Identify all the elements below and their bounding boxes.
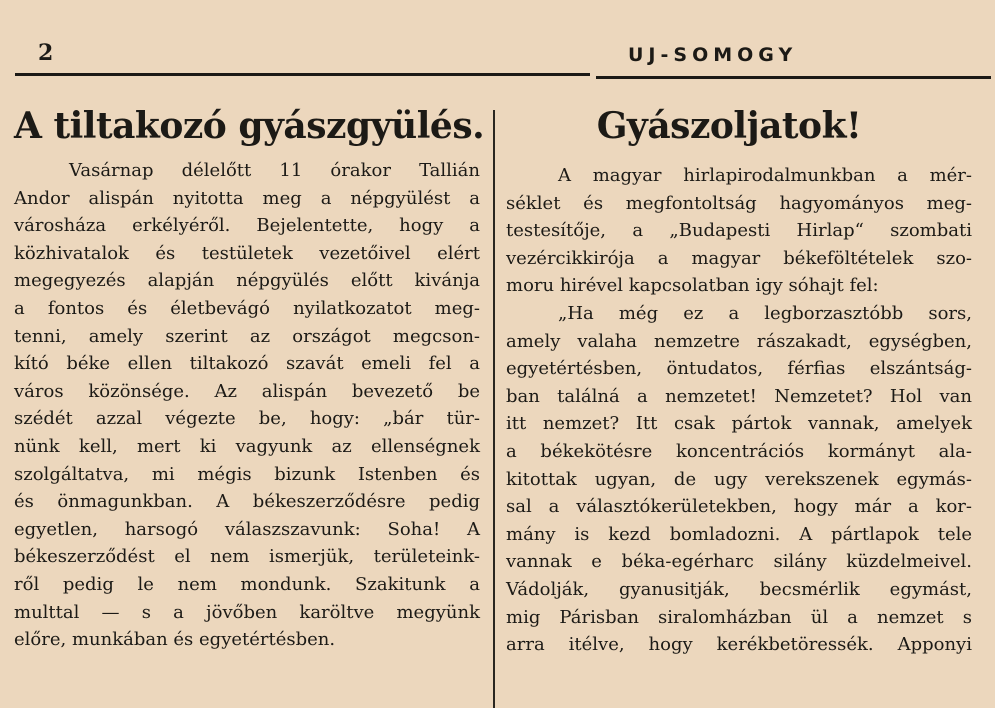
column-divider <box>493 110 495 708</box>
left-article-line: szolgáltatva, mi mégis bizunk Istenben és <box>14 463 480 485</box>
right-article-line: vezércikkirója a magyar békeföltételek szo- <box>506 247 972 269</box>
right-article-line: testesítője, a „Budapesti Hirlap“ szombati <box>506 220 972 242</box>
right-article-line: vannak e béka-egérharc silány küzdelmeivel. <box>506 551 972 573</box>
right-article-line: kitottak ugyan, de ugy verekszenek egymás- <box>506 468 972 490</box>
right-article-line: ban találná a nemzetet! Nemzetet? Hol van <box>506 385 972 407</box>
right-article-line: A magyar hirlapirodalmunkban a mér- <box>558 165 972 186</box>
right-article-line: arra itélve, hogy kerékbetöressék. Apponyi <box>506 634 972 656</box>
right-article-line: egyetértésben, öntudatos, férfias elszántság- <box>506 358 972 380</box>
left-article-line: tenni, amely szerint az országot megcson- <box>14 325 480 347</box>
left-article-line: kító béke ellen tiltakozó szavát emeli fel a <box>14 353 480 375</box>
left-article <box>14 98 485 654</box>
left-article-line: szédét azzal végezte be, hogy: „bár tür- <box>14 408 480 430</box>
left-article-line: megegyezés alapján népgyülés előtt kivánja <box>14 270 480 292</box>
right-article-line: sal a választókerületekben, hogy már a kor- <box>506 496 972 518</box>
right-article-line: moru hirével kapcsolatban igy sóhajt fel: <box>506 275 879 297</box>
right-article <box>506 98 972 659</box>
left-article-line: multtal — s a jövőben karöltve megyünk <box>14 601 480 623</box>
right-article-line: itt nemzet? Itt csak pártok vannak, amelyek <box>506 413 972 435</box>
right-article-line: Vádolják, gyanusitják, becsmérlik egymást, <box>506 578 972 600</box>
right-article-body <box>506 162 972 659</box>
left-article-line: ről pedig le nem mondunk. Szakitunk a <box>14 573 480 595</box>
left-article-line: a fontos és életbevágó nyilatkozatot meg- <box>14 297 480 319</box>
left-article-line: közhivatalok és testületek vezetőivel elért <box>14 242 480 264</box>
left-article-line: egyetlen, harsogó válaszszavunk: Soha! A <box>14 518 480 540</box>
right-article-line: amely valaha nemzetre rászakadt, egységben, <box>506 330 972 352</box>
left-article-line: békeszerződést el nem ismerjük, területeink- <box>14 546 480 568</box>
right-article-line: „Ha még ez a legborzasztóbb sors, <box>558 302 972 324</box>
header-rule-left <box>15 73 590 76</box>
right-article-line: mány is kezd bomladozni. A pártlapok tele <box>506 523 972 545</box>
right-article-line: a békekötésre koncentrációs kormányt ala- <box>506 440 972 462</box>
page-number: 2 <box>38 40 54 66</box>
left-article-line: előre, munkában és egyetértésben. <box>14 629 336 651</box>
right-article-title: Gyászoljatok! <box>596 105 862 147</box>
left-article-title: A tiltakozó gyászgyülés. <box>14 105 485 147</box>
left-article-line: város közönsége. Az alispán bevezető be <box>14 380 480 402</box>
left-article-line: és önmagunkban. A békeszerződésre pedig <box>14 491 480 513</box>
left-article-line: városháza erkélyéről. Bejelentette, hogy a <box>14 215 480 237</box>
left-article-line: Andor alispán nyitotta meg a népgyülést a <box>14 187 480 209</box>
left-article-line: nünk kell, mert ki vagyunk az ellenségnek <box>14 435 480 457</box>
right-article-line: mig Párisban siralomházban ül a nemzet s <box>506 606 972 628</box>
left-article-line: Vasárnap délelőtt 11 órakor Tallián <box>69 160 480 181</box>
header-rule-right <box>596 76 991 79</box>
newspaper-masthead: UJ-SOMOGY <box>628 44 798 66</box>
left-article-body <box>14 157 480 654</box>
right-article-line: séklet és megfontoltság hagyományos meg- <box>506 192 972 214</box>
